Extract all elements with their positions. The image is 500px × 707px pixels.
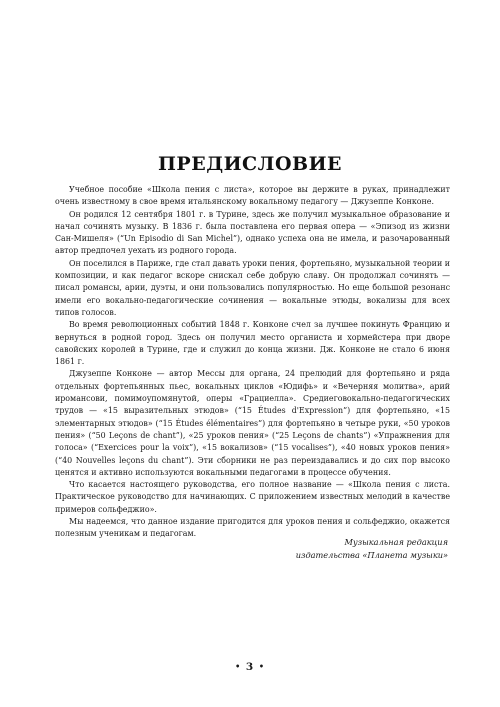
- page-number: [0, 661, 500, 673]
- page-title: ПРЕДИСЛОВИЕ: [157, 153, 343, 175]
- preface-body: [55, 184, 450, 541]
- page-number-value: 3: [245, 661, 255, 673]
- paragraph-5: Джузеппе Конконе — автор Мессы для органа, 24 прелюдий для фортепьяно и ряда отдельных фортепьянных пьес, вокальных циклов «Юдифь» и «Вечерняя молитва», арий иромансови, помимоупомянутой, оперы «Грациелла». Средиеговокально-педагогических трудов — «15 выразительных этюдов» (“15 Études d'Expression”) для фортепьяно, «15 элементарных этюдов» (“15 Études élémentaires”) для фортепьяно в четыре руки, «50 уроков пения» (“50 Leçons de chant”), «25 уроков пения» (“25 Leçons de chants”) «Упражнения для голоса» (“Exercices pour la voix”), «15 вокализов» (“15 vocalises”), «40 новых уроков пения» (“40 Nouvelles leçons du chant”). Эти сборники не раз переиздавались и до сих пор высоко ценятся и активно используются вокальными педагогами в процессе обучения.: [55, 369, 450, 477]
- paragraph-6: Что касается настоящего руководства, его полное название — «Школа пения с листа. Практическое руководство для начинающих. С приложением известных мелодий в качестве примеров сольфеджио».: [55, 480, 450, 514]
- paragraph-7: Мы надеемся, что данное издание пригодится для уроков пения и сольфеджио, окажется полезным ученикам и педагогам.: [55, 517, 450, 539]
- paragraph-2: Он родился 12 сентября 1801 г. в Турине, здесь же получил музыкальное образование и начал сочинять музыку. В 1836 г. была поставлена его первая опера — «Эпизод из жизни Сан-Мишеля» (“Un Episodio di San Michel”), однако успеха она не имела, и разочарованный автор предпочел уехать из родного города.: [55, 209, 450, 256]
- signature-line-2: издательства «Планета музыки»: [295, 549, 448, 560]
- editorial-signature: [296, 536, 448, 561]
- page-number-bullet-left: •: [235, 661, 242, 671]
- paragraph-4: Во время революционных событий 1848 г. Конконе счел за лучшее покинуть Францию и вернуться в родной город. Здесь он получил место органиста и хормейстера при дворе савойских королей в Турине, где и служил до конца жизни. Дж. Конконе не стало 6 июня 1861 г.: [55, 320, 450, 367]
- paragraph-3: Он поселился в Париже, где стал давать уроки пения, фортепьяно, музыкальной теории и композиции, и как педагог вскоре снискал себе добрую славу. Он продолжал сочинять — писал романсы, арии, дуэты, и они пользовались популярностью. Но еще большой резонанс имели его вокально-педагогические сочинения — вокальные этюды, вокализы для всех типов голосов.: [55, 258, 450, 317]
- signature-line-1: Музыкальная редакция: [344, 537, 448, 547]
- page-number-bullet-right: •: [258, 661, 265, 671]
- paragraph-1: Учебное пособие «Школа пения с листа», которое вы держите в руках, принадлежит очень известному в свое время итальянскому вокальному педагогу — Джузеппе Конконе.: [55, 185, 450, 207]
